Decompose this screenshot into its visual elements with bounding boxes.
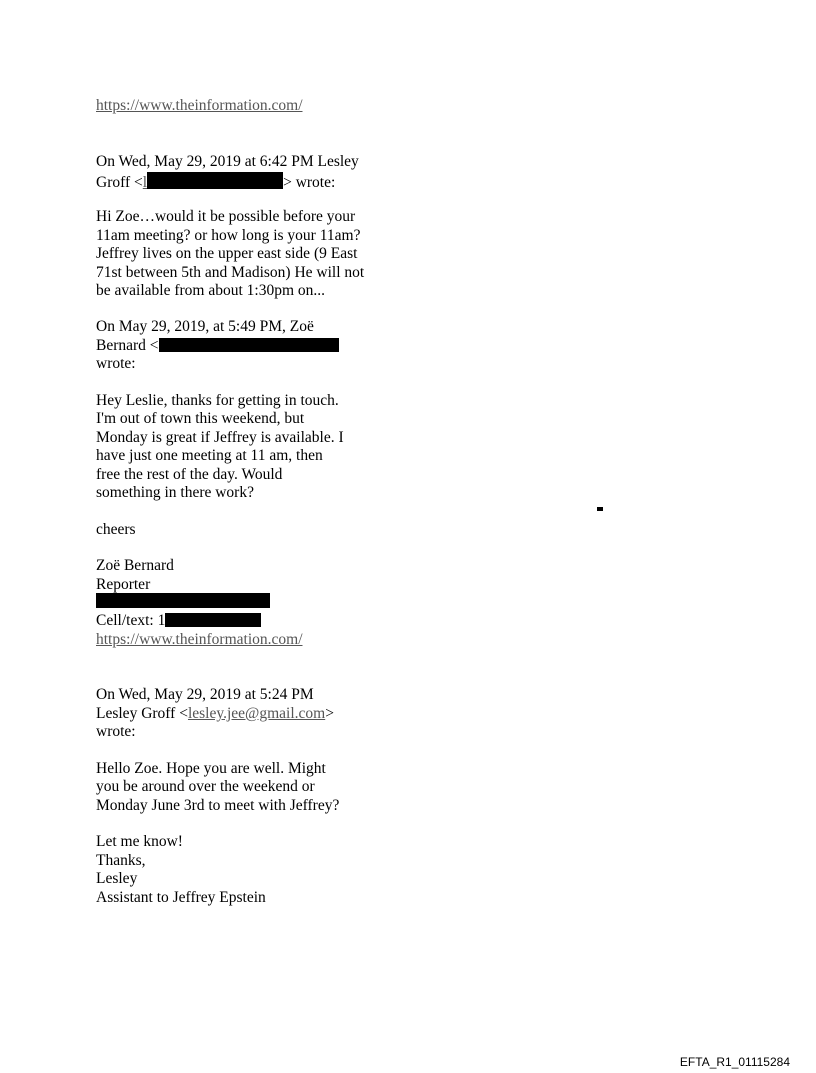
msg1-email-partial[interactable]: l — [142, 174, 148, 191]
msg2-body-line: have just one meeting at 11 am, then — [96, 447, 323, 464]
msg1-body-line: 11am meeting? or how long is your 11am? — [96, 227, 361, 244]
msg3-closing-line: Assistant to Jeffrey Epstein — [96, 889, 266, 906]
msg3-body-line: you be around over the weekend or — [96, 778, 315, 795]
msg1-sender-suffix: > wrote: — [283, 174, 336, 191]
cell-label: Cell/text: — [96, 612, 158, 629]
signature-link[interactable]: https://www.theinformation.com/ — [96, 631, 303, 648]
msg1-body-line: Hi Zoe…would it be possible before your — [96, 208, 356, 225]
msg3-email-link[interactable]: lesley.jee@gmail.com — [187, 705, 326, 722]
msg3-closing-line: Let me know! — [96, 833, 183, 850]
signature-name: Zoë Bernard — [96, 557, 174, 574]
redaction-bar — [147, 172, 283, 189]
redaction-bar — [96, 593, 270, 608]
redaction-bar — [165, 613, 261, 627]
redaction-bar — [159, 338, 339, 352]
msg1-header-line2 — [96, 172, 335, 193]
top-link[interactable]: https://www.theinformation.com/ — [96, 97, 303, 114]
msg3-sender-prefix: Lesley Groff < — [96, 705, 188, 722]
msg1-header-line1: On Wed, May 29, 2019 at 6:42 PM Lesley — [96, 153, 359, 170]
msg2-header-line2 — [96, 337, 339, 356]
signature-title: Reporter — [96, 576, 151, 593]
msg2-body-line: I'm out of town this weekend, but — [96, 410, 305, 427]
msg2-closing: cheers — [96, 521, 136, 538]
msg1-body-line: be available from about 1:30pm on... — [96, 282, 325, 299]
msg2-sender-prefix: Bernard < — [96, 337, 159, 354]
signature-cell — [96, 612, 261, 631]
msg2-header-line1: On May 29, 2019, at 5:49 PM, Zoë — [96, 318, 314, 335]
msg3-header-line3: wrote: — [96, 723, 136, 740]
cell-partial: 1 — [157, 612, 166, 629]
msg1-body-line: Jeffrey lives on the upper east side (9 East — [96, 245, 358, 262]
msg3-sender-suffix: > — [325, 705, 334, 722]
scan-mark — [597, 507, 603, 511]
msg2-body-line: something in there work? — [96, 484, 254, 501]
msg2-body-line: free the rest of the day. Would — [96, 466, 283, 483]
msg2-header-line3: wrote: — [96, 355, 136, 372]
document-id: EFTA_R1_01115284 — [679, 1055, 790, 1069]
msg3-body-line: Hello Zoe. Hope you are well. Might — [96, 760, 326, 777]
msg3-body-line: Monday June 3rd to meet with Jeffrey? — [96, 797, 340, 814]
msg2-body-line: Hey Leslie, thanks for getting in touch. — [96, 392, 339, 409]
msg3-closing-line: Lesley — [96, 870, 138, 887]
msg2-body-line: Monday is great if Jeffrey is available. I — [96, 429, 344, 446]
msg3-header-line1: On Wed, May 29, 2019 at 5:24 PM — [96, 686, 314, 703]
msg1-body-line: 71st between 5th and Madison) He will not — [96, 264, 365, 281]
msg3-header-line2 — [96, 705, 334, 724]
msg1-sender-prefix: Groff < — [96, 174, 143, 191]
msg3-closing-line: Thanks, — [96, 852, 146, 869]
